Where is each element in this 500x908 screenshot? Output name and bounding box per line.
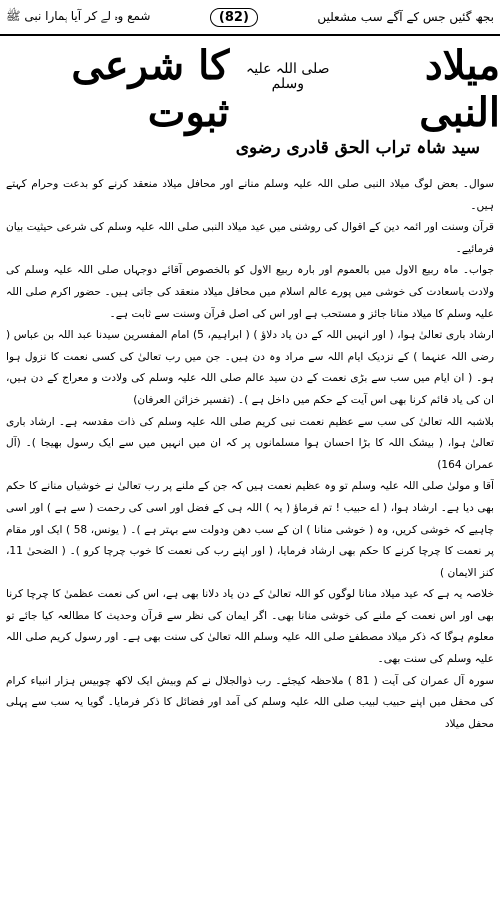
- article-body: [6, 174, 494, 902]
- title-honorific: صلی اللہ علیہ وسلم: [246, 60, 330, 92]
- title-part-2: کا شرعی ثبوت: [71, 42, 230, 136]
- page-number: (82): [210, 8, 258, 27]
- page-header: [0, 0, 500, 36]
- paragraph: آقا و مولیٰ صلی اللہ علیہ وسلم تو وہ عظیم نعمت ہیں کہ جن کے ملنے پر رب تعالیٰ نے خوشیاں منانے کا حکم بھی دیا ہے۔ ارشاد ہوا، ( اے حبیب ! تم فرماؤ ( یہ ) اللہ ہی کے فضل اور اسی کی رحمت ( سے ہے ) اور اسی چاہیے کہ خوشی کریں، وہ ( خوشی منانا ) ان کے سب دھن ودولت سے بہتر ہے )۔ ( یونس، 58 ) ایک اور مقام پر نعمت کا چرچا کرنے کا حکم بھی ارشاد فرمایا، ( اور اپنے رب کی نعمت کا خوب چرچا کرو )۔ ( الضحیٰ 11، کنز الایمان ): [6, 480, 494, 579]
- title-part-1: میلاد النبی: [419, 42, 500, 136]
- header-right-text: بجھ گئیں جس کے آگے سب مشعلیں: [317, 10, 494, 24]
- paragraph: خلاصہ یہ ہے کہ عید میلاد منانا لوگوں کو اللہ تعالیٰ کے دن یاد دلانا بھی ہے، اس کی نعمت عظمیٰ کا چرچا کرنا بھی اور اس نعمت کے ملنے کی خوشی منانا بھی۔ اگر ایمان کی نظر سے قرآن وحدیث کا مطالعہ کیا جائے تو معلوم ہوگا کہ ذکر میلاد مصطفےٰ صلی اللہ علیہ وسلم اللہ تعالیٰ کی سنت بھی ہے۔ اور رسول کریم صلی اللہ علیہ وسلم کی سنت بھی۔: [6, 588, 494, 666]
- author-name: سید شاہ تراب الحق قادری رضوی: [235, 138, 480, 158]
- paragraph: بلاشبہ اللہ تعالیٰ کی سب سے عظیم نعمت نبی کریم صلی اللہ علیہ وسلم کی ذات مقدسہ ہے۔ ارشاد باری تعالیٰ ہوا، ( بیشک اللہ کا بڑا احسان ہوا مسلمانوں پر کہ ان میں انہیں میں سے ایک رسول بھیجا )۔ (آل عمران 164): [6, 415, 494, 471]
- paragraph: سوال۔ بعض لوگ میلاد النبی صلی اللہ علیہ وسلم منانے اور محافل میلاد منعقد کرنے کو بدعت وحرام کہتے ہیں۔: [6, 178, 494, 212]
- paragraph: ارشاد باری تعالیٰ ہوا، ( اور انہیں اللہ کے دن یاد دلاؤ ) ( ابراہیم، 5) امام المفسرین سیدنا عبد اللہ بن عباس ( رضی اللہ عنہما ) کے نزدیک ایام اللہ سے مراد وہ دن ہیں۔ جن میں رب تعالیٰ کی کسی نعمت کا نزول ہوا ہو۔ ( ان ایام میں سب سے بڑی نعمت کے دن سید عالم صلی اللہ علیہ وسلم کی ولادت و معراج کے دن ہیں، ان کی یاد قائم کرنا بھی اس آیت کے حکم میں داخل ہے )۔ (تفسیر خزائن العرفان): [6, 329, 494, 406]
- article-title: [0, 42, 500, 136]
- paragraph: قرآن وسنت اور ائمہ دین کے اقوال کی روشنی میں عید میلاد النبی صلی اللہ علیہ وسلم کی شرعی حیثیت بیان فرمائیے۔: [6, 221, 494, 255]
- paragraph: سورہ آل عمران کی آیت ( 81 ) ملاحظہ کیجئے۔ رب ذوالجلال نے کم وبیش ایک لاکھ چوبیس ہزار انبیاء کرام کی محفل میں اپنے حبیب لبیب صلی اللہ علیہ وسلم کی آمد اور فضائل کا ذکر فرمایا۔ گویا یہ سب سے پہلی محفل میلاد: [6, 674, 494, 730]
- paragraph: جواب۔ ماہ ربیع الاول میں بالعموم اور بارہ ربیع الاول کو بالخصوص آقائے دوجہاں صلی اللہ علیہ وسلم کی ولادت باسعادت کی خوشی میں پورے عالم اسلام میں محافل میلاد منعقد کی جاتی ہیں۔ حضور اکرم صلی اللہ علیہ وسلم کا میلاد منانا جائز و مستحب ہے اور اس کی اصل قرآن وسنت سے ثابت ہے۔: [6, 264, 494, 320]
- header-left-text: شمع وہ لے کر آیا ہمارا نبی ﷺ: [6, 8, 151, 23]
